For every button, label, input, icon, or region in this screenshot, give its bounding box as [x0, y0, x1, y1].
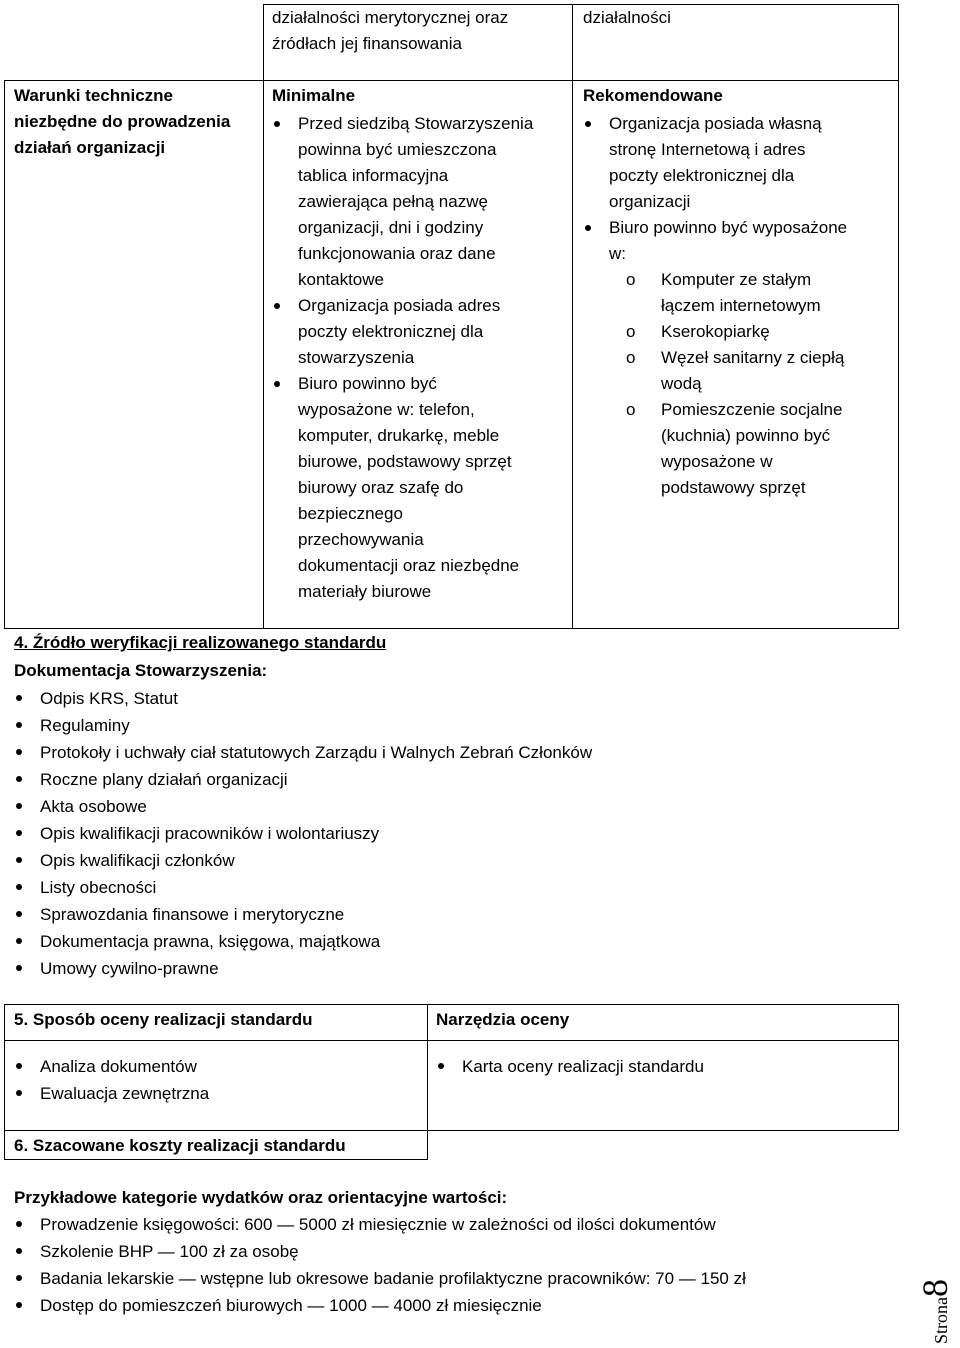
- header-line: działalności merytorycznej oraz: [272, 8, 509, 27]
- documentation-list: [14, 685, 592, 982]
- minimal-list: [272, 111, 533, 605]
- evaluation-tools-list: [436, 1053, 704, 1080]
- recommended-item-line: Biuro powinno być wyposażone: [609, 218, 848, 237]
- section-6-heading: 6. Szacowane koszty realizacji standardu: [14, 1136, 346, 1155]
- documentation-item: Opis kwalifikacji pracowników i wolontariuszy: [14, 820, 592, 847]
- minimal-item-line: funkcjonowania oraz dane: [298, 244, 496, 263]
- recommended-item-line: Organizacja posiada własną: [609, 114, 822, 133]
- documentation-item: Protokoły i uchwały ciał statutowych Zarządu i Walnych Zebrań Członków: [14, 739, 592, 766]
- recommended-item: [583, 111, 847, 215]
- recommended-item-line: stronę Internetową i adres: [609, 140, 806, 159]
- recommended-item-line: organizacji: [609, 192, 691, 211]
- minimal-item-line: stowarzyszenia: [298, 348, 415, 367]
- minimal-item-line: organizacji, dni i godziny: [298, 218, 484, 237]
- recommended-subitem-line: o Kserokopiarkę: [661, 322, 770, 341]
- section-4-subheading: Dokumentacja Stowarzyszenia:: [14, 661, 268, 680]
- minimal-item-line: biurowy oraz szafę do: [298, 478, 464, 497]
- minimal-item-line: materiały biurowe: [298, 582, 432, 601]
- recommended-subitem: [583, 319, 847, 345]
- minimal-item-line: Organizacja posiada adres: [298, 296, 501, 315]
- section-verification: [14, 630, 592, 982]
- section-costs: [14, 1185, 746, 1319]
- documentation-item: Odpis KRS, Statut: [14, 685, 592, 712]
- minimal-item: [272, 111, 533, 293]
- evaluation-tool-item: Karta oceny realizacji standardu: [436, 1053, 704, 1080]
- minimal-item-line: powinna być umieszczona: [298, 140, 497, 159]
- minimal-item-line: wyposażone w: telefon,: [298, 400, 475, 419]
- row-label-line: działań organizacji: [14, 138, 166, 157]
- recommended-item-line: poczty elektronicznej dla: [609, 166, 795, 185]
- section-4-heading: [14, 630, 592, 656]
- recommended-list: [583, 111, 847, 267]
- documentation-item: Umowy cywilno-prawne: [14, 955, 592, 982]
- recommended-subitem: [583, 267, 847, 319]
- recommended-subitem-line: podstawowy sprzęt: [661, 478, 806, 497]
- recommended-subitem: [583, 345, 847, 397]
- recommended-subitem: [583, 397, 847, 501]
- minimal-item-line: kontaktowe: [298, 270, 384, 289]
- minimal-item: [272, 293, 533, 371]
- recommended-subitem-line: wyposażone w: [661, 452, 773, 471]
- minimal-item-line: Biuro powinno być: [298, 374, 437, 393]
- minimal-item-line: tablica informacyjna: [298, 166, 449, 185]
- minimal-item: [272, 371, 533, 605]
- documentation-item: Regulaminy: [14, 712, 592, 739]
- recommended-subitem-line: o Komputer ze stałym: [661, 270, 812, 289]
- minimal-item-line: dokumentacji oraz niezbędne: [298, 556, 520, 575]
- recommended-subitem-line: o Węzeł sanitarny z ciepłą: [661, 348, 845, 367]
- page-number: [915, 1279, 960, 1344]
- label-cell: [4, 80, 264, 629]
- cost-item: Dostęp do pomieszczeń biurowych — 1000 — 4000 zł miesięcznie: [14, 1292, 746, 1319]
- minimal-item-line: bezpiecznego: [298, 504, 403, 523]
- row-label: [14, 83, 230, 161]
- documentation-item: Opis kwalifikacji członków: [14, 847, 592, 874]
- section-4-heading-text: 4. Źródło weryfikacji realizowanego standardu: [14, 633, 387, 652]
- header-line: źródłach jej finansowania: [272, 34, 462, 53]
- minimal-item-line: zawierająca pełną nazwę: [298, 192, 488, 211]
- header-continuation-right: działalności: [583, 8, 671, 27]
- evaluation-method-item: Analiza dokumentów: [14, 1053, 209, 1080]
- recommended-subitem-line: o Pomieszczenie socjalne: [661, 400, 843, 419]
- recommended-item: [583, 215, 847, 267]
- minimal-heading: Minimalne: [272, 86, 356, 105]
- documentation-item: Sprawozdania finansowe i merytoryczne: [14, 901, 592, 928]
- minimal-item-line: komputer, drukarkę, meble: [298, 426, 500, 445]
- documentation-item: Akta osobowe: [14, 793, 592, 820]
- minimal-item-line: przechowywania: [298, 530, 424, 549]
- documentation-item: Dokumentacja prawna, księgowa, majątkowa: [14, 928, 592, 955]
- recommended-list-wrap: [583, 111, 847, 501]
- evaluation-methods-list: [14, 1053, 209, 1107]
- evaluation-method-item: Ewaluacja zewnętrzna: [14, 1080, 209, 1107]
- section-5-heading: 5. Sposób oceny realizacji standardu: [14, 1010, 313, 1029]
- recommended-subitem-line: łączem internetowym: [661, 296, 821, 315]
- section-6-subheading: Przykładowe kategorie wydatków oraz orientacyjne wartości:: [14, 1188, 508, 1207]
- cost-item: Prowadzenie księgowości: 600 — 5000 zł miesięcznie w zależności od ilości dokumentów: [14, 1211, 746, 1238]
- documentation-item: Listy obecności: [14, 874, 592, 901]
- documentation-item: Roczne plany działań organizacji: [14, 766, 592, 793]
- recommended-item-line: w:: [609, 244, 626, 263]
- costs-list: [14, 1211, 746, 1319]
- minimal-item-line: biurowe, podstawowy sprzęt: [298, 452, 512, 471]
- recommended-heading: Rekomendowane: [583, 86, 723, 105]
- recommended-subitem-line: wodą: [661, 374, 702, 393]
- cost-item: Szkolenie BHP — 100 zł za osobę: [14, 1238, 746, 1265]
- minimal-item-line: poczty elektronicznej dla: [298, 322, 484, 341]
- recommended-sublist: [583, 267, 847, 501]
- page-word: Strona: [931, 1297, 951, 1344]
- minimal-item-line: Przed siedzibą Stowarzyszenia: [298, 114, 534, 133]
- row-label-line: Warunki techniczne: [14, 86, 174, 105]
- page-number-value: 8: [915, 1279, 955, 1297]
- header-continuation-middle: [272, 5, 508, 57]
- row-label-line: niezbędne do prowadzenia: [14, 112, 231, 131]
- cost-item: Badania lekarskie — wstępne lub okresowe badanie profilaktyczne pracowników: 70 — 150 zł: [14, 1265, 746, 1292]
- tools-heading: Narzędzia oceny: [436, 1010, 570, 1029]
- recommended-subitem-line: (kuchnia) powinno być: [661, 426, 831, 445]
